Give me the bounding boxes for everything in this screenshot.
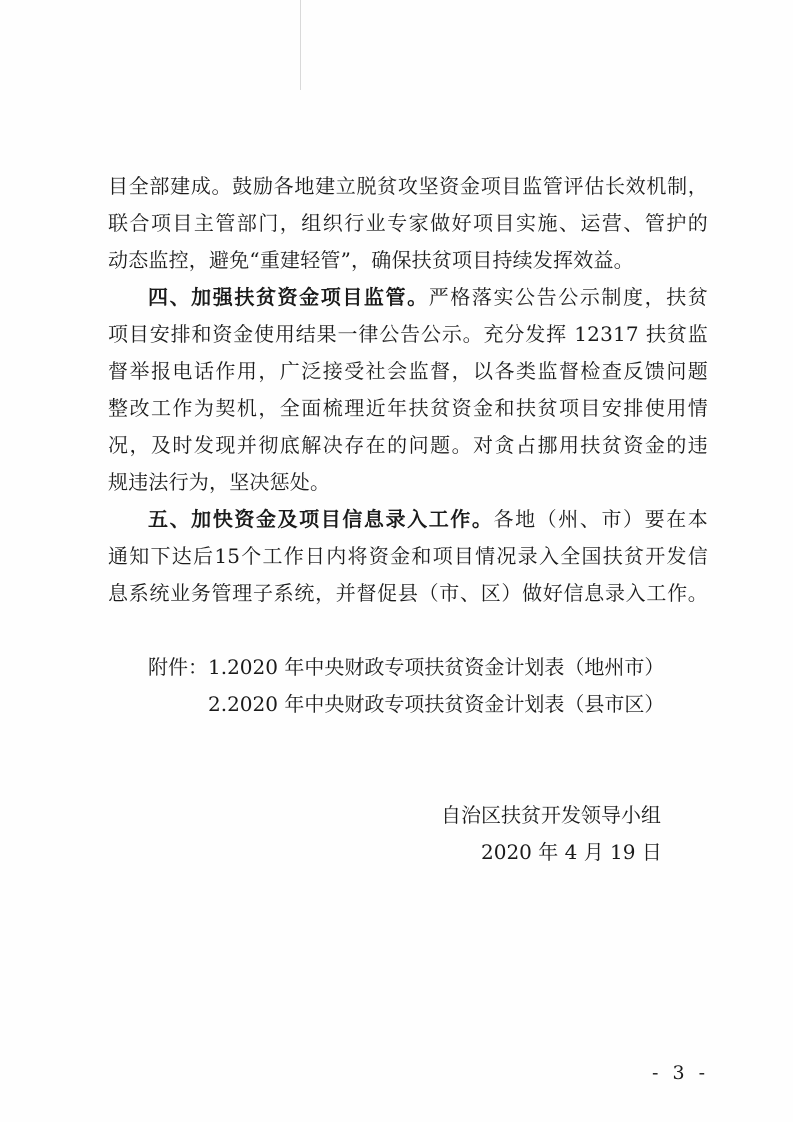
attachment-label: 附件： (148, 655, 208, 679)
section-four-first-line (148, 283, 708, 311)
body-line: 联合项目主管部门，组织行业专家做好项目实施、运营、管护的 (108, 211, 708, 235)
section-five-first-line (148, 505, 708, 533)
body-line: 通知下达后15个工作日内将资金和项目情况录入全国扶贫开发信 (108, 544, 708, 568)
body-line: 督举报电话作用，广泛接受社会监督，以各类监督检查反馈问题 (108, 359, 708, 383)
body-line: 规违法行为，坚决惩处。 (108, 470, 331, 494)
body-line: 整改工作为契机，全面梳理近年扶贫资金和扶贫项目安排使用情 (108, 396, 708, 420)
section-five-first-text: 各地（州、市）要在本 (493, 507, 709, 531)
section-five-heading: 五、加快资金及项目信息录入工作。 (148, 507, 494, 531)
page-number: - 3 - (652, 1062, 710, 1084)
attachment-item: 2.2020 年中央财政专项扶贫资金计划表（县市区） (208, 692, 665, 716)
attachment-item: 1.2020 年中央财政专项扶贫资金计划表（地州市） (208, 655, 665, 679)
body-line: 项目安排和资金使用结果一律公告公示。充分发挥 12317 扶贫监 (108, 322, 708, 346)
body-line: 动态监控，避免“重建轻管”，确保扶贫项目持续发挥效益。 (108, 248, 634, 272)
body-line: 息系统业务管理子系统，并督促县（市、区）做好信息录入工作。 (108, 581, 708, 605)
body-line: 况，及时发现并彻底解决存在的问题。对贪占挪用扶贫资金的违 (108, 433, 708, 457)
scan-artifact-line (300, 0, 301, 90)
signature-org: 自治区扶贫开发领导小组 (441, 803, 661, 827)
signature-date: 2020 年 4 月 19 日 (481, 840, 662, 864)
section-four-heading: 四、加强扶贫资金项目监管。 (148, 285, 429, 309)
section-four-first-text: 严格落实公告公示制度，扶贫 (428, 285, 708, 309)
body-line: 目全部建成。鼓励各地建立脱贫攻坚资金项目监管评估长效机制， (108, 174, 708, 198)
